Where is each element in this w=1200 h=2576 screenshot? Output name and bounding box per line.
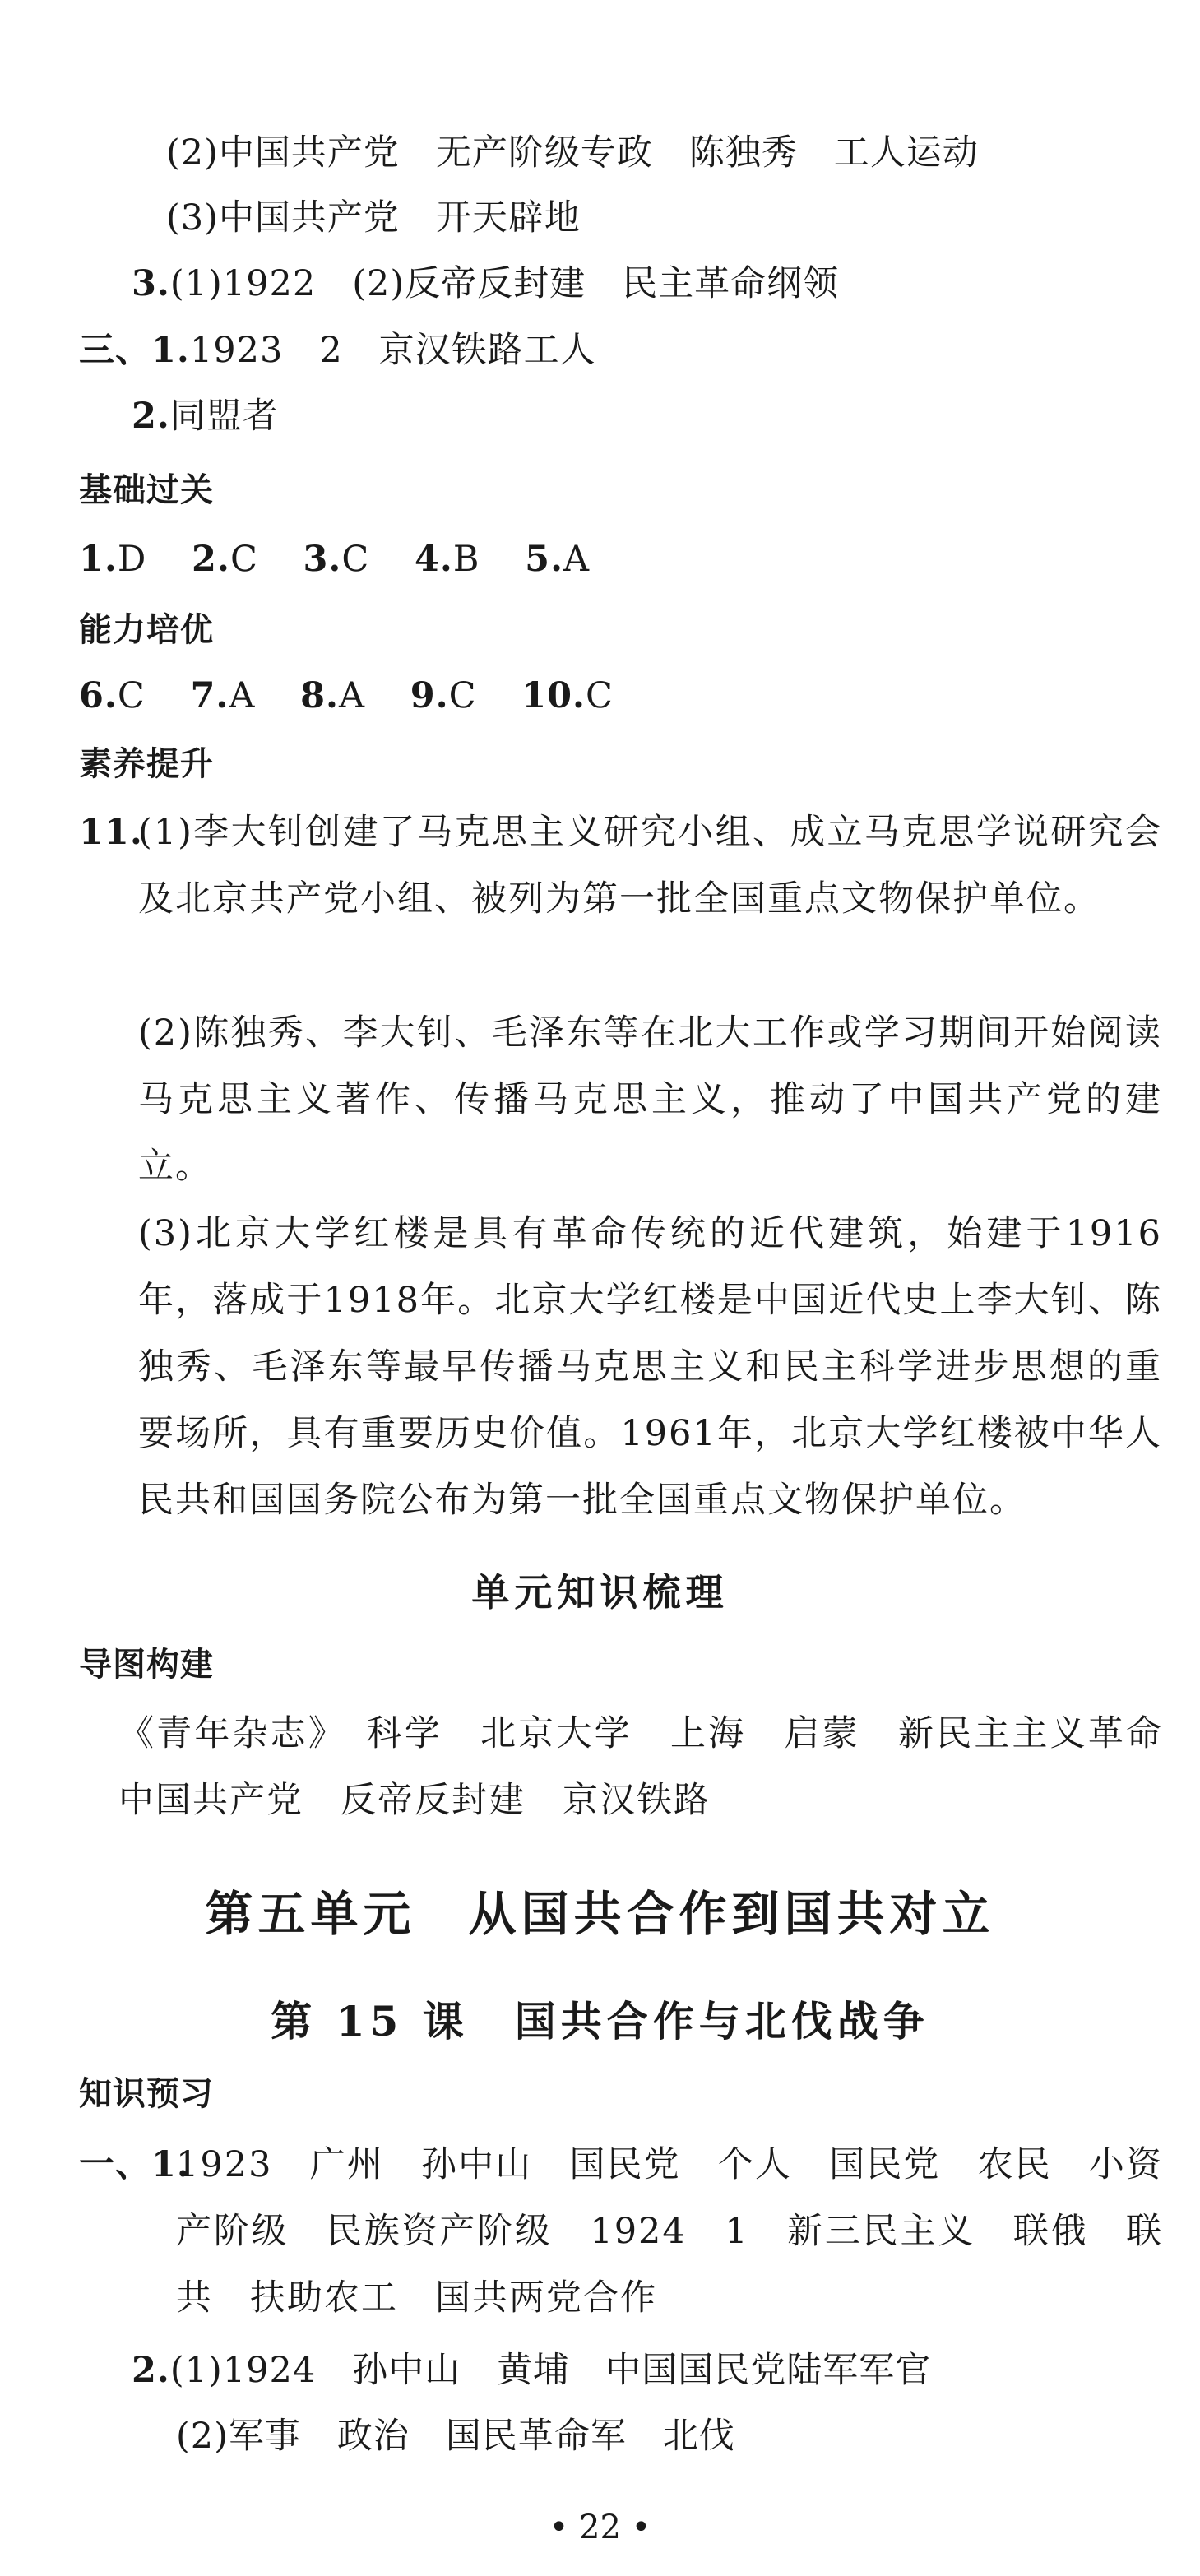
section-heading-mindmap: 导图构建 (79, 1646, 214, 1684)
answer-choice: C (229, 539, 258, 580)
section-heading-literacy: 素养提升 (79, 745, 214, 783)
unit-title: 第五单元 从国共合作到国共对立 (205, 1886, 995, 1942)
mindmap-answers: 《青年杂志》 科学 北京大学 上海 启蒙 新民主主义革命 中国共产党 反帝反封建 京汉铁路 (118, 1713, 1200, 1821)
answer-text: 1923 2 京汉铁路工人 (189, 330, 596, 371)
answer-line-2-3: (3)中国共产党 开天辟地 (166, 197, 581, 239)
question-11-part-3: (3)北京大学红楼是具有革命传统的近代建筑，始建于1916年，落成于1918年。北京大学红楼是中国近代史上李大钊、陈独秀、毛泽东等最早传播马克思主义和民主科学进步思想的重要场所，具有重要历史价值。1961年，北京大学红楼被中华人民共和国国务院公布为第一批全国重点文物保护单位。 (138, 1213, 1162, 1521)
question-11-part-2: (2)陈独秀、李大钊、毛泽东等在北大工作或学习期间开始阅读马克思主义著作、传播马克思主义，推动了中国共产党的建立。 (138, 1012, 1162, 1187)
answer-line-3 (132, 261, 839, 307)
section-heading-ability: 能力培优 (79, 611, 214, 649)
question-11-number (79, 809, 143, 855)
answer-line-2-2: (2)中国共产党 无产阶级专政 陈独秀 工人运动 (166, 132, 979, 174)
answer-choice: C (341, 539, 370, 580)
question-2-line-1 (132, 2347, 931, 2393)
question-1-number (79, 2142, 190, 2188)
question-number: 8. (300, 675, 339, 716)
question-number: 6. (79, 675, 118, 716)
question-11-part-1: (1)李大钊创建了马克思主义研究小组、成立马克思学说研究会及北京共产党小组、被列为第一批全国重点文物保护单位。 (138, 812, 1162, 920)
question-number: 2. (132, 2350, 170, 2391)
question-number: 4. (414, 539, 453, 580)
lesson-title: 第 15 课 国共合作与北伐战争 (271, 1997, 929, 2046)
answer-line-san-1 (79, 327, 596, 373)
answer-text: (1)1924 孙中山 黄埔 中国国民党陆军军官 (169, 2350, 932, 2391)
answer-choice: B (452, 539, 480, 580)
answer-choice: C (448, 675, 477, 716)
question-1-answers: 1923 广州 孙中山 国民党 个人 国民党 农民 小资产阶级 民族资产阶级 1924 1 新三民主义 联俄 联共 扶助农工 国共两党合作 (176, 2144, 1163, 2319)
unit-review-title: 单元知识梳理 (471, 1570, 729, 1615)
page-number: • 22 • (549, 2509, 651, 2546)
question-number: 一、1. (79, 2144, 190, 2185)
question-number: 三、1. (79, 330, 190, 371)
basic-answers (79, 536, 590, 582)
question-2-line-2: (2)军事 政治 国民革命军 北伐 (176, 2416, 735, 2457)
question-number: 5. (525, 539, 564, 580)
question-number: 3. (132, 263, 170, 304)
answer-text: 同盟者 (169, 396, 279, 437)
answer-choice: A (229, 675, 256, 716)
question-number: 9. (410, 675, 449, 716)
question-number: 7. (190, 675, 229, 716)
answer-choice: A (338, 675, 366, 716)
answer-choice: C (117, 675, 146, 716)
question-number: 2. (192, 539, 230, 580)
answer-choice: A (563, 539, 591, 580)
section-heading-preview: 知识预习 (79, 2075, 214, 2113)
answer-text: (1)1922 (2)反帝反封建 民主革命纲领 (169, 263, 840, 304)
question-number: 11. (79, 812, 143, 853)
section-heading-basic: 基础过关 (79, 471, 214, 509)
answer-choice: C (586, 675, 614, 716)
question-number: 2. (132, 396, 170, 437)
question-number: 3. (303, 539, 342, 580)
answer-line-san-2 (132, 393, 279, 439)
ability-answers (79, 673, 614, 719)
answer-choice: D (117, 539, 147, 580)
question-number: 10. (521, 675, 586, 716)
question-number: 1. (79, 539, 118, 580)
